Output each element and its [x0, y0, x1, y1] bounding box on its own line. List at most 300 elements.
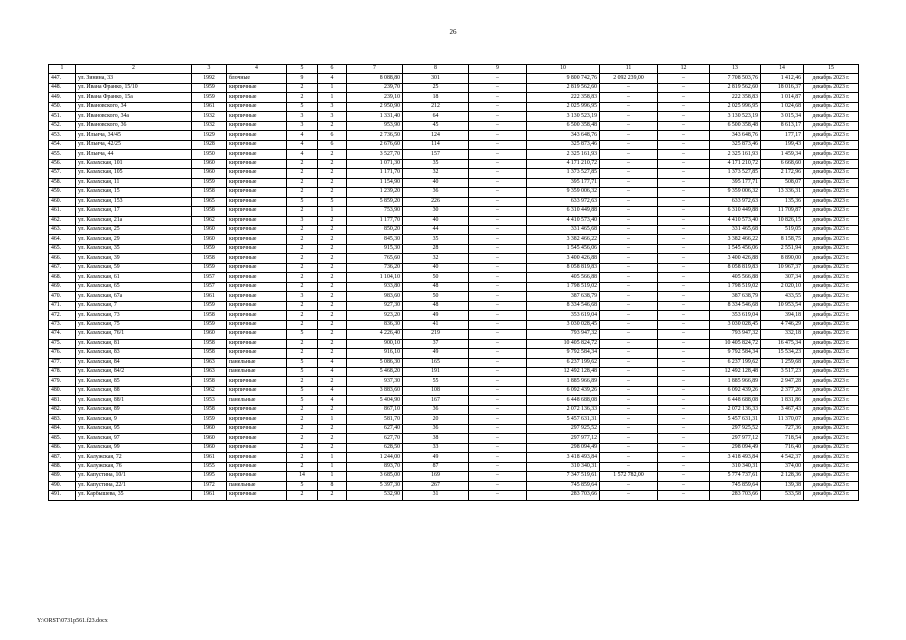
deadline-cell: декабрь 2023 г.	[804, 301, 859, 310]
row-number-cell: 454.	[49, 140, 76, 149]
cost-col-13-cell: 310 340,31	[710, 462, 761, 471]
cost-total-cell: 2 025 996,95	[527, 102, 600, 111]
deadline-cell: декабрь 2023 г.	[804, 74, 859, 83]
cost-col-11-cell: –	[600, 150, 658, 159]
wall-material-cell: кирпичные	[227, 207, 287, 216]
cost-col-12-cell: –	[658, 273, 710, 282]
deadline-cell: декабрь 2023 г.	[804, 292, 859, 301]
area-cell: 1 154,90	[347, 178, 403, 187]
year-built-cell: 1929	[192, 131, 227, 140]
wall-material-cell: кирпичные	[227, 102, 287, 111]
cost-col-11-cell: –	[600, 377, 658, 386]
deadline-cell: декабрь 2023 г.	[804, 131, 859, 140]
wall-material-cell: панельные	[227, 358, 287, 367]
address-cell: ул. Калужская, 76	[76, 462, 192, 471]
deadline-cell: декабрь 2023 г.	[804, 472, 859, 481]
cost-total-cell: 298 094,49	[527, 443, 600, 452]
cost-col-12-cell: –	[658, 292, 710, 301]
residents-cell: 114	[403, 140, 469, 149]
cost-col-11-cell: –	[600, 188, 658, 197]
area-cell: 850,20	[347, 225, 403, 234]
cost-total-cell: 793 947,32	[527, 330, 600, 339]
cost-col-11-cell: –	[600, 131, 658, 140]
cost-col-12-cell: –	[658, 216, 710, 225]
cost-col-11-cell: –	[600, 424, 658, 433]
deadline-cell: декабрь 2023 г.	[804, 225, 859, 234]
year-built-cell: 1961	[192, 491, 227, 500]
cost-col-13-cell: 1 885 966,89	[710, 377, 761, 386]
area-cell: 3 527,70	[347, 150, 403, 159]
address-cell: ул. Казахская, 29	[76, 235, 192, 244]
year-built-cell: 1962	[192, 386, 227, 395]
cost-per-unit-cell: 508,07	[761, 178, 804, 187]
table-row	[49, 282, 859, 291]
col-9-cell: –	[469, 263, 527, 272]
deadline-cell: декабрь 2023 г.	[804, 443, 859, 452]
residents-cell: 33	[403, 443, 469, 452]
table-row	[49, 140, 859, 149]
table-row	[49, 462, 859, 471]
cost-col-11-cell: –	[600, 349, 658, 358]
residents-cell: 267	[403, 481, 469, 490]
year-built-cell: 1959	[192, 320, 227, 329]
cost-col-13-cell: 2 325 161,93	[710, 150, 761, 159]
wall-material-cell: кирпичные	[227, 472, 287, 481]
cost-total-cell: 1 545 456,06	[527, 244, 600, 253]
floors-cell: 2	[287, 443, 318, 452]
address-cell: ул. Казахская, 84/2	[76, 368, 192, 377]
area-cell: 2 676,60	[347, 140, 403, 149]
cost-col-13-cell: 745 859,64	[710, 481, 761, 490]
floors-cell: 5	[287, 481, 318, 490]
col-9-cell: –	[469, 415, 527, 424]
area-cell: 867,10	[347, 405, 403, 414]
cost-total-cell: 353 619,04	[527, 311, 600, 320]
floors-cell: 2	[287, 377, 318, 386]
cost-col-13-cell: 222 358,83	[710, 93, 761, 102]
entrances-cell: 1	[318, 207, 347, 216]
floors-cell: 2	[287, 301, 318, 310]
cost-per-unit-cell: 1 024,68	[761, 102, 804, 111]
year-built-cell: 1960	[192, 169, 227, 178]
cost-col-13-cell: 8 334 546,68	[710, 301, 761, 310]
cost-col-11-cell: –	[600, 339, 658, 348]
residents-cell: 55	[403, 377, 469, 386]
col-9-cell: –	[469, 159, 527, 168]
floors-cell: 2	[287, 273, 318, 282]
year-built-cell: 1963	[192, 358, 227, 367]
year-built-cell: 1959	[192, 244, 227, 253]
floors-cell: 2	[287, 207, 318, 216]
cost-total-cell: 1 885 966,89	[527, 377, 600, 386]
cost-col-13-cell: 2 025 996,95	[710, 102, 761, 111]
entrances-cell: 4	[318, 358, 347, 367]
cost-col-11-cell: –	[600, 254, 658, 263]
entrances-cell: 2	[318, 178, 347, 187]
residents-cell: 35	[403, 159, 469, 168]
address-cell: ул. Ильича, 42/25	[76, 140, 192, 149]
year-built-cell: 1955	[192, 462, 227, 471]
row-number-cell: 468.	[49, 273, 76, 282]
residents-cell: 49	[403, 311, 469, 320]
year-built-cell: 1959	[192, 263, 227, 272]
entrances-cell: 1	[318, 93, 347, 102]
cost-col-13-cell: 405 566,88	[710, 273, 761, 282]
floors-cell: 2	[287, 349, 318, 358]
residents-cell: 301	[403, 74, 469, 83]
area-cell: 845,30	[347, 235, 403, 244]
cost-per-unit-cell: 3 517,23	[761, 368, 804, 377]
residents-cell: 44	[403, 225, 469, 234]
area-cell: 5 404,90	[347, 396, 403, 405]
col-9-cell: –	[469, 443, 527, 452]
floors-cell: 2	[287, 424, 318, 433]
cost-total-cell: 7 347 519,61	[527, 472, 600, 481]
year-built-cell: 1958	[192, 188, 227, 197]
year-built-cell: 1950	[192, 150, 227, 159]
cost-col-13-cell: 325 873,46	[710, 140, 761, 149]
wall-material-cell: кирпичные	[227, 169, 287, 178]
entrances-cell: 2	[318, 443, 347, 452]
cost-col-11-cell: –	[600, 443, 658, 452]
cost-per-unit-cell: 199,43	[761, 140, 804, 149]
col-9-cell: –	[469, 102, 527, 111]
residents-cell: 219	[403, 330, 469, 339]
cost-col-12-cell: –	[658, 244, 710, 253]
col-9-cell: –	[469, 349, 527, 358]
wall-material-cell: кирпичные	[227, 150, 287, 159]
cost-per-unit-cell: 13 336,31	[761, 188, 804, 197]
col-9-cell: –	[469, 358, 527, 367]
year-built-cell: 1963	[192, 368, 227, 377]
table-row	[49, 491, 859, 500]
year-built-cell: 1958	[192, 377, 227, 386]
area-cell: 581,70	[347, 415, 403, 424]
row-number-cell: 489.	[49, 472, 76, 481]
year-built-cell: 1959	[192, 415, 227, 424]
cost-per-unit-cell: 15 534,23	[761, 349, 804, 358]
header-cell: 5	[287, 65, 318, 74]
year-built-cell: 1958	[192, 349, 227, 358]
col-9-cell: –	[469, 112, 527, 121]
cost-total-cell: 9 792 584,34	[527, 349, 600, 358]
year-built-cell: 1932	[192, 121, 227, 130]
residents-cell: 87	[403, 462, 469, 471]
col-9-cell: –	[469, 330, 527, 339]
cost-col-13-cell: 9 792 584,34	[710, 349, 761, 358]
floors-cell: 2	[287, 339, 318, 348]
cost-col-13-cell: 297 925,52	[710, 424, 761, 433]
wall-material-cell: кирпичные	[227, 424, 287, 433]
entrances-cell: 5	[318, 197, 347, 206]
wall-material-cell: кирпичные	[227, 225, 287, 234]
row-number-cell: 473.	[49, 320, 76, 329]
row-number-cell: 452.	[49, 121, 76, 130]
table-row	[49, 159, 859, 168]
residents-cell: 38	[403, 434, 469, 443]
year-built-cell: 1961	[192, 102, 227, 111]
address-cell: ул. Казахская, 7	[76, 301, 192, 310]
year-built-cell: 1960	[192, 235, 227, 244]
residents-cell: 226	[403, 197, 469, 206]
cost-col-12-cell: –	[658, 358, 710, 367]
cost-col-13-cell: 298 094,49	[710, 443, 761, 452]
col-9-cell: –	[469, 216, 527, 225]
col-9-cell: –	[469, 491, 527, 500]
cost-total-cell: 12 492 128,48	[527, 368, 600, 377]
address-cell: ул. Казахская, 84	[76, 358, 192, 367]
cost-total-cell: 343 648,76	[527, 131, 600, 140]
cost-col-11-cell: –	[600, 405, 658, 414]
floors-cell: 2	[287, 405, 318, 414]
table-row	[49, 93, 859, 102]
cost-per-unit-cell: 2 128,36	[761, 472, 804, 481]
cost-col-12-cell: –	[658, 207, 710, 216]
deadline-cell: декабрь 2023 г.	[804, 169, 859, 178]
row-number-cell: 471.	[49, 301, 76, 310]
entrances-cell: 2	[318, 292, 347, 301]
floors-cell: 5	[287, 386, 318, 395]
floors-cell: 2	[287, 415, 318, 424]
table-row	[49, 434, 859, 443]
cost-col-13-cell: 6 500 358,48	[710, 121, 761, 130]
wall-material-cell: кирпичные	[227, 112, 287, 121]
address-cell: ул. Капустина, 10/1	[76, 472, 192, 481]
entrances-cell: 2	[318, 254, 347, 263]
cost-total-cell: 297 977,12	[527, 434, 600, 443]
cost-total-cell: 9 800 742,76	[527, 74, 600, 83]
cost-total-cell: 6 237 199,62	[527, 358, 600, 367]
area-cell: 239,70	[347, 83, 403, 92]
table-row	[49, 131, 859, 140]
wall-material-cell: кирпичные	[227, 197, 287, 206]
cost-col-13-cell: 633 972,63	[710, 197, 761, 206]
deadline-cell: декабрь 2023 г.	[804, 159, 859, 168]
floors-cell: 2	[287, 254, 318, 263]
address-cell: ул. Ивановского, 34а	[76, 112, 192, 121]
residents-cell: 41	[403, 320, 469, 329]
col-9-cell: –	[469, 225, 527, 234]
wall-material-cell: кирпичные	[227, 320, 287, 329]
deadline-cell: декабрь 2023 г.	[804, 140, 859, 149]
entrances-cell: 2	[318, 424, 347, 433]
header-cell: 10	[527, 65, 600, 74]
floors-cell: 5	[287, 330, 318, 339]
residents-cell: 20	[403, 415, 469, 424]
wall-material-cell: кирпичные	[227, 434, 287, 443]
wall-material-cell: кирпичные	[227, 273, 287, 282]
floors-cell: 3	[287, 112, 318, 121]
wall-material-cell: кирпичные	[227, 301, 287, 310]
file-path-footer: Y:\ORST\0731p561.f23.docx	[37, 618, 108, 624]
wall-material-cell: кирпичные	[227, 83, 287, 92]
deadline-cell: декабрь 2023 г.	[804, 462, 859, 471]
area-cell: 5 086,30	[347, 358, 403, 367]
cost-col-11-cell: –	[600, 358, 658, 367]
cost-col-12-cell: –	[658, 462, 710, 471]
deadline-cell: декабрь 2023 г.	[804, 83, 859, 92]
floors-cell: 2	[287, 320, 318, 329]
area-cell: 1 244,00	[347, 453, 403, 462]
address-cell: ул. Казахская, 65	[76, 282, 192, 291]
cost-col-11-cell: –	[600, 83, 658, 92]
address-cell: ул. Казахская, 99	[76, 443, 192, 452]
deadline-cell: декабрь 2023 г.	[804, 112, 859, 121]
residents-cell: 36	[403, 188, 469, 197]
floors-cell: 2	[287, 453, 318, 462]
residents-cell: 40	[403, 216, 469, 225]
header-cell: 6	[318, 65, 347, 74]
area-cell: 765,60	[347, 254, 403, 263]
table-row	[49, 74, 859, 83]
cost-col-12-cell: –	[658, 235, 710, 244]
cost-per-unit-cell: 4 542,37	[761, 453, 804, 462]
cost-per-unit-cell: 4 746,29	[761, 320, 804, 329]
header-cell: 7	[347, 65, 403, 74]
cost-per-unit-cell: 11 370,07	[761, 415, 804, 424]
area-cell: 1 171,70	[347, 169, 403, 178]
entrances-cell: 1	[318, 415, 347, 424]
cost-col-13-cell: 387 638,79	[710, 292, 761, 301]
cost-col-11-cell: –	[600, 311, 658, 320]
residents-cell: 48	[403, 282, 469, 291]
deadline-cell: декабрь 2023 г.	[804, 282, 859, 291]
wall-material-cell: кирпичные	[227, 462, 287, 471]
row-number-cell: 463.	[49, 225, 76, 234]
table-row	[49, 301, 859, 310]
address-cell: ул. Казахская, 89	[76, 405, 192, 414]
cost-col-13-cell: 6 448 688,08	[710, 396, 761, 405]
residents-cell: 32	[403, 169, 469, 178]
deadline-cell: декабрь 2023 г.	[804, 368, 859, 377]
cost-col-11-cell: –	[600, 453, 658, 462]
year-built-cell: 1961	[192, 453, 227, 462]
area-cell: 3 685,00	[347, 472, 403, 481]
area-cell: 736,20	[347, 263, 403, 272]
col-9-cell: –	[469, 282, 527, 291]
deadline-cell: декабрь 2023 г.	[804, 491, 859, 500]
cost-col-12-cell: –	[658, 424, 710, 433]
area-cell: 1 239,20	[347, 188, 403, 197]
header-cell: 13	[710, 65, 761, 74]
address-cell: ул. Ивана Франко, 15/10	[76, 83, 192, 92]
cost-total-cell: 3 130 523,19	[527, 112, 600, 121]
header-cell: 8	[403, 65, 469, 74]
cost-col-12-cell: –	[658, 225, 710, 234]
year-built-cell: 1992	[192, 74, 227, 83]
cost-total-cell: 310 340,31	[527, 462, 600, 471]
cost-col-12-cell: –	[658, 386, 710, 395]
residents-cell: 37	[403, 339, 469, 348]
year-built-cell: 1958	[192, 254, 227, 263]
cost-per-unit-cell: 16 475,34	[761, 339, 804, 348]
deadline-cell: декабрь 2023 г.	[804, 320, 859, 329]
row-number-cell: 464.	[49, 235, 76, 244]
year-built-cell: 1960	[192, 330, 227, 339]
entrances-cell: 2	[318, 282, 347, 291]
table-row	[49, 349, 859, 358]
cost-col-12-cell: –	[658, 169, 710, 178]
area-cell: 2 736,50	[347, 131, 403, 140]
row-number-cell: 449.	[49, 93, 76, 102]
floors-cell: 2	[287, 169, 318, 178]
residents-cell: 48	[403, 301, 469, 310]
area-cell: 915,30	[347, 244, 403, 253]
year-built-cell: 1960	[192, 424, 227, 433]
year-built-cell: 1960	[192, 443, 227, 452]
wall-material-cell: панельные	[227, 368, 287, 377]
row-number-cell: 451.	[49, 112, 76, 121]
residents-cell: 108	[403, 386, 469, 395]
cost-col-12-cell: –	[658, 121, 710, 130]
row-number-cell: 460.	[49, 197, 76, 206]
cost-per-unit-cell: 716,40	[761, 443, 804, 452]
entrances-cell: 2	[318, 159, 347, 168]
cost-per-unit-cell: 10 953,54	[761, 301, 804, 310]
col-9-cell: –	[469, 197, 527, 206]
address-cell: ул. Казахская, 97	[76, 434, 192, 443]
address-cell: ул. Карбышева, 35	[76, 491, 192, 500]
residents-cell: 40	[403, 178, 469, 187]
buildings-table	[48, 64, 859, 501]
entrances-cell: 2	[318, 216, 347, 225]
area-cell: 2 950,90	[347, 102, 403, 111]
address-cell: ул. Казахская, 88	[76, 386, 192, 395]
wall-material-cell: кирпичные	[227, 178, 287, 187]
cost-col-12-cell: –	[658, 368, 710, 377]
col-9-cell: –	[469, 188, 527, 197]
entrances-cell: 2	[318, 349, 347, 358]
area-cell: 8 088,80	[347, 74, 403, 83]
row-number-cell: 469.	[49, 282, 76, 291]
cost-col-11-cell: –	[600, 396, 658, 405]
address-cell: ул. Казахская, 17	[76, 207, 192, 216]
cost-col-13-cell: 1 545 456,06	[710, 244, 761, 253]
header-cell: 12	[658, 65, 710, 74]
year-built-cell: 1957	[192, 273, 227, 282]
deadline-cell: декабрь 2023 г.	[804, 178, 859, 187]
year-built-cell: 1958	[192, 339, 227, 348]
area-cell: 900,10	[347, 339, 403, 348]
cost-total-cell: 8 334 546,68	[527, 301, 600, 310]
address-cell: ул. Калужская, 72	[76, 453, 192, 462]
floors-cell: 4	[287, 150, 318, 159]
header-cell: 15	[804, 65, 859, 74]
address-cell: ул. Ивановского, 36	[76, 121, 192, 130]
area-cell: 923,20	[347, 311, 403, 320]
row-number-cell: 486.	[49, 443, 76, 452]
entrances-cell: 4	[318, 74, 347, 83]
cost-total-cell: 9 359 006,32	[527, 188, 600, 197]
address-cell: ул. Ильича, 44	[76, 150, 192, 159]
row-number-cell: 491.	[49, 491, 76, 500]
cost-per-unit-cell: 1 459,34	[761, 150, 804, 159]
deadline-cell: декабрь 2023 г.	[804, 434, 859, 443]
cost-col-12-cell: –	[658, 254, 710, 263]
wall-material-cell: кирпичные	[227, 405, 287, 414]
col-9-cell: –	[469, 254, 527, 263]
table-row	[49, 121, 859, 130]
cost-col-12-cell: –	[658, 131, 710, 140]
wall-material-cell: кирпичные	[227, 386, 287, 395]
address-cell: ул. Казахская, 105	[76, 169, 192, 178]
cost-total-cell: 6 310 449,88	[527, 207, 600, 216]
residents-cell: 45	[403, 121, 469, 130]
cost-per-unit-cell: 519,05	[761, 225, 804, 234]
cost-col-13-cell: 1 373 527,85	[710, 169, 761, 178]
table-row	[49, 330, 859, 339]
row-number-cell: 459.	[49, 188, 76, 197]
